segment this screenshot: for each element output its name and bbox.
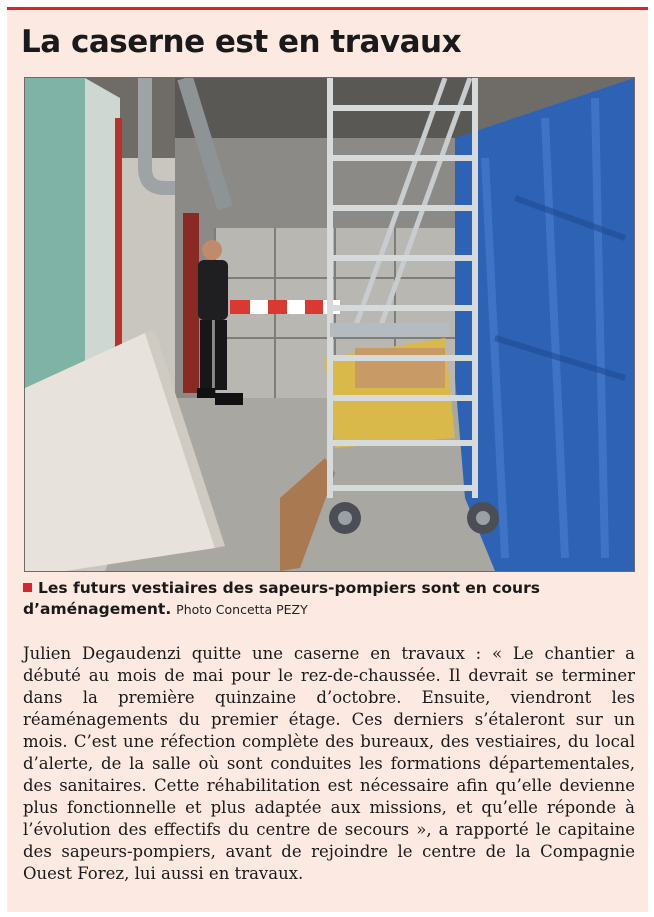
photo-credit: Photo Concetta PEZY — [176, 602, 308, 617]
caption-bullet-icon — [23, 583, 32, 592]
article-photo — [24, 77, 635, 572]
article-card — [7, 7, 648, 912]
construction-scene-illustration — [25, 78, 634, 571]
caption-text: Les futurs vestiaires des sapeurs-pompiers sont en cours d’aménagement. — [23, 579, 540, 618]
article-body: Julien Degaudenzi quitte une caserne en travaux : « Le chantier a débuté au mois de mai pour le rez-de-chaussée. Il devrait se terminer dans la première quinzaine d’octobre. Ensuite, viendront les réaménagements du premier étage. Ces derniers s’étaleront sur un mois. C’est une réfection complète des bureaux, des vestiaires, du local d’alerte, de la salle où sont conduites les formations départementales, des sanitaires. Cette réhabilitation est nécessaire afin qu’elle devienne plus fonctionnelle et plus adaptée aux missions, et qu’elle réponde à l’évolution des effectifs du centre de secours », a rapporté le capitaine des sapeurs-pompiers, avant de rejoindre le centre de la Compagnie Ouest Forez, lui aussi en travaux. — [23, 644, 635, 883]
photo-caption — [23, 578, 635, 620]
headline: La caserne est en travaux — [21, 24, 462, 60]
